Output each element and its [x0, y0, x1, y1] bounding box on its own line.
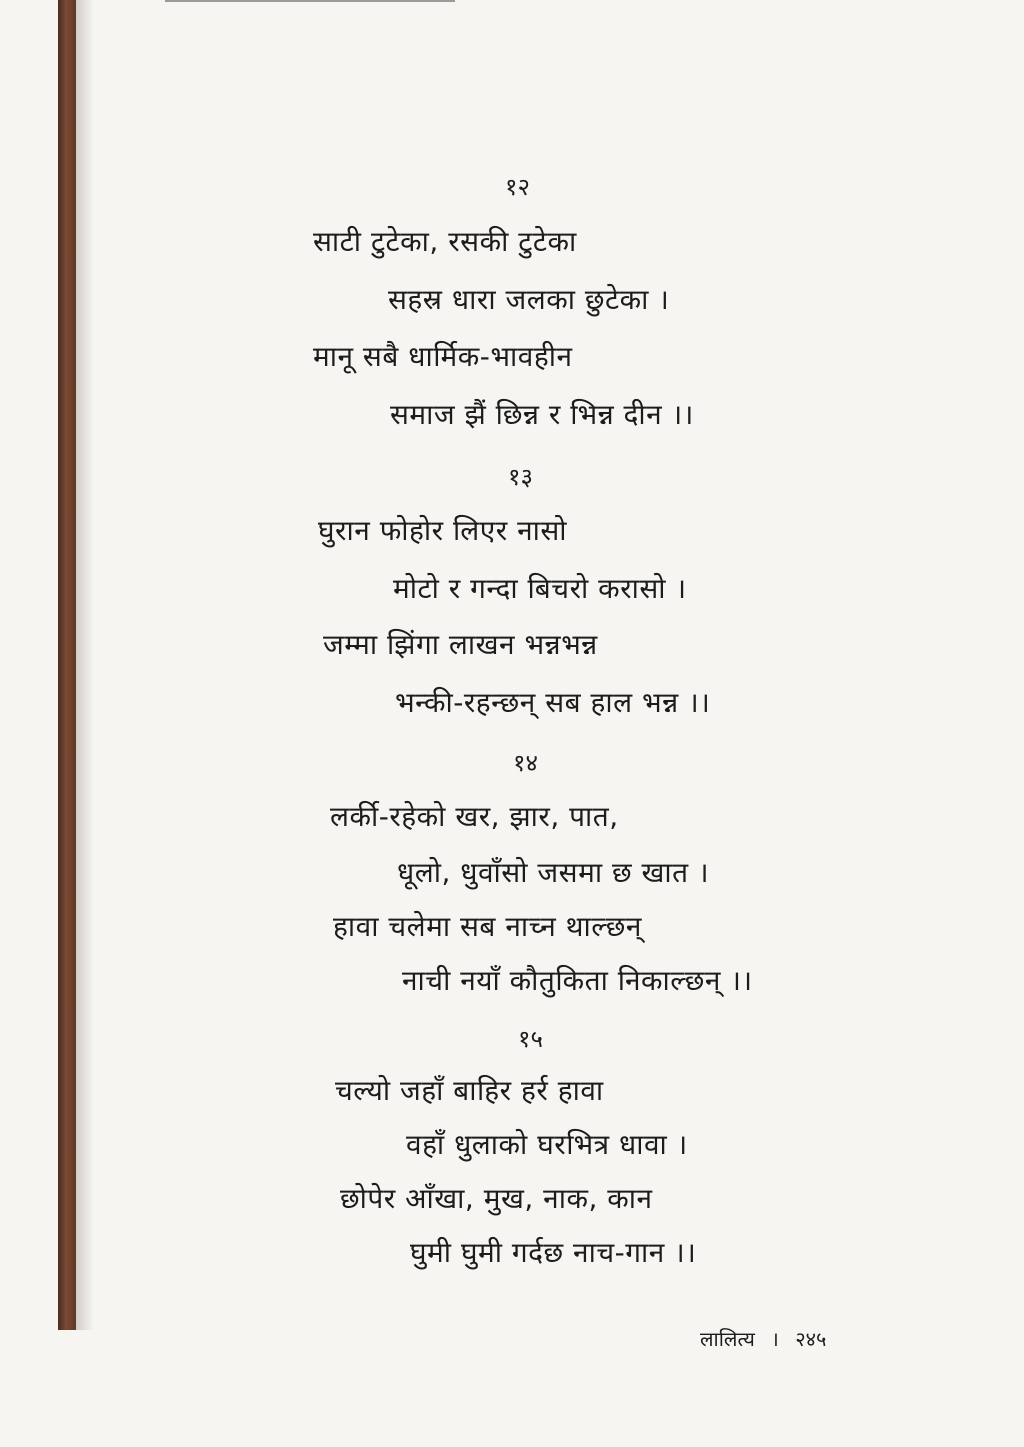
page-number: २४५: [795, 1327, 827, 1351]
verse-line: साटी टुटेका, रसकी टुटेका: [313, 225, 577, 258]
running-footer: [700, 1326, 826, 1352]
verse-line: लर्की-रहेको खर, झार, पात,: [330, 800, 619, 833]
book-title: लालित्य: [700, 1327, 755, 1351]
stanza-number: १४: [513, 749, 538, 777]
verse-line: छोपेर आँखा, मुख, नाक, कान: [340, 1182, 653, 1215]
verse-line: धूलो, धुवाँसो जसमा छ खात ।: [397, 856, 710, 889]
top-rule: [165, 0, 455, 2]
book-binding-edge: [58, 0, 76, 1330]
gutter-shadow: [76, 0, 94, 1330]
stanza-number: १५: [518, 1025, 543, 1053]
verse-line: घुमी घुमी गर्दछ नाच-गान ।।: [410, 1236, 697, 1269]
verse-line: जम्मा झिंगा लाखन भन्नभन्न: [323, 628, 598, 661]
verse-line: मोटो र गन्दा बिचरो करासो ।: [393, 572, 687, 605]
verse-line: सहस्र धारा जलका छुटेका ।: [388, 283, 670, 316]
verse-line: चल्यो जहाँ बाहिर हर्र हावा: [335, 1074, 604, 1107]
verse-line: नाची नयाँ कौतुकिता निकाल्छन् ।।: [402, 964, 753, 997]
verse-line: मानू सबै धार्मिक-भावहीन: [313, 340, 573, 373]
stanza-number: १२: [505, 173, 530, 201]
verse-line: वहाँ धुलाको घरभित्र धावा ।: [406, 1128, 688, 1161]
verse-line: समाज झैं छिन्न र भिन्न दीन ।।: [390, 398, 694, 431]
verse-line: हावा चलेमा सब नाच्न थाल्छन्: [333, 910, 642, 943]
verse-line: भन्की-रहन्छन् सब हाल भन्न ।।: [395, 686, 711, 719]
footer-separator: ।: [771, 1327, 779, 1351]
verse-line: घुरान फोहोर लिएर नासो: [318, 514, 568, 547]
stanza-number: १३: [508, 463, 533, 491]
